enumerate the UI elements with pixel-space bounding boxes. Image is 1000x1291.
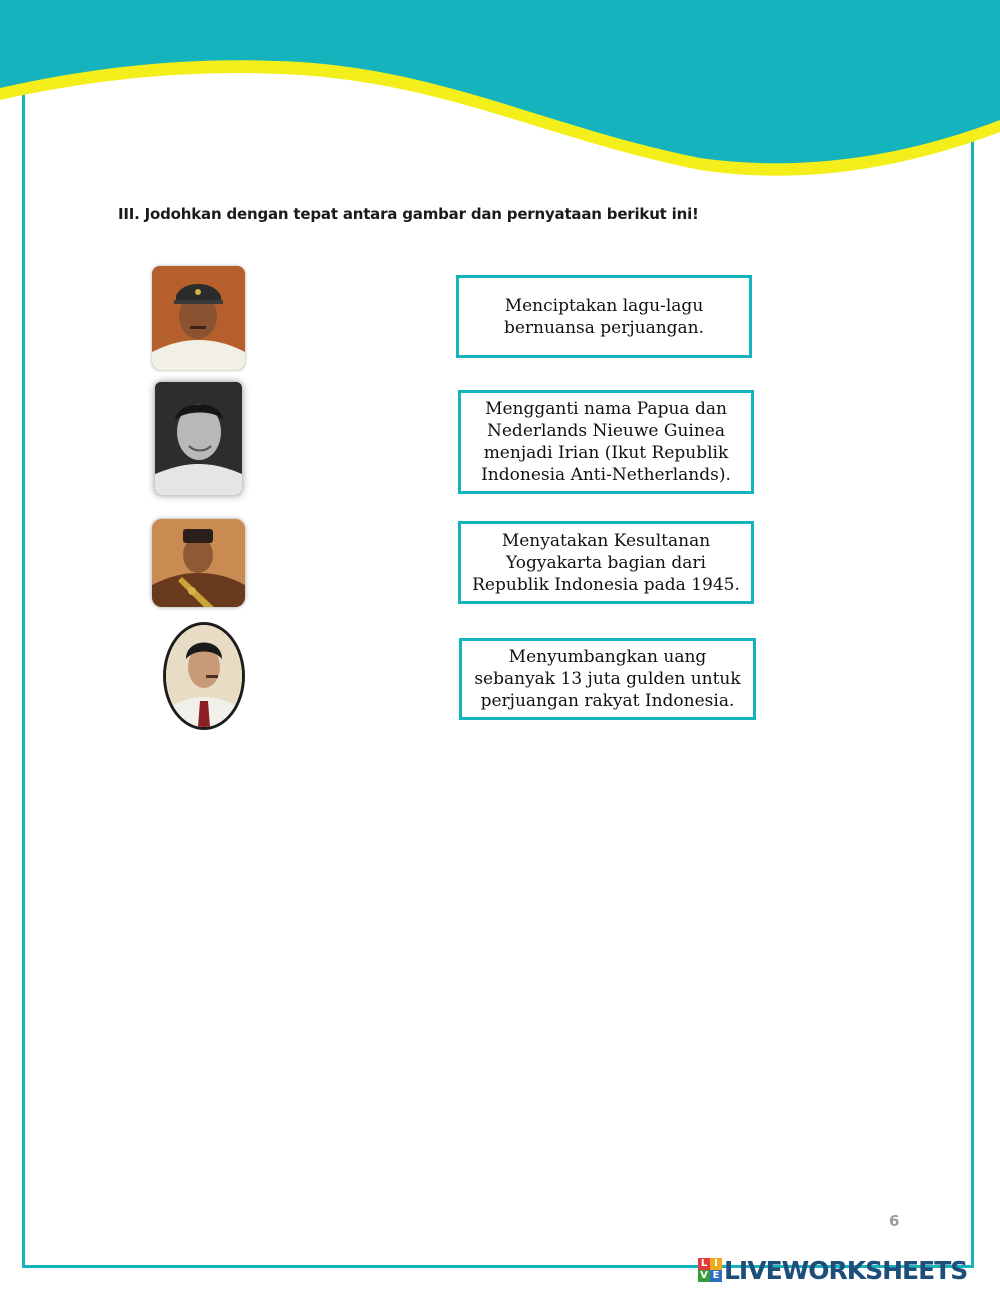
portrait-smiling-man-photo[interactable] (155, 382, 242, 495)
statement-box-4[interactable]: Menyumbangkan uang sebanyak 13 juta gulden untuk perjuangan rakyat Indonesia. (459, 638, 756, 720)
logo-mark-icon (698, 1258, 722, 1282)
logo-mark-letter: I (710, 1258, 722, 1270)
portrait-officer-cap-icon (152, 266, 245, 370)
portrait-smiling-man-icon (155, 382, 242, 495)
page-frame (22, 0, 974, 1268)
instruction-text: III. Jodohkan dengan tepat antara gambar dan pernyataan berikut ini! (118, 205, 699, 223)
header-wave (0, 0, 1000, 190)
statement-box-3[interactable]: Menyatakan Kesultanan Yogyakarta bagian dari Republik Indonesia pada 1945. (458, 521, 754, 604)
portrait-man-with-pipe-photo[interactable] (163, 622, 245, 730)
page-number: 6 (889, 1212, 900, 1230)
logo-mark-letter: V (698, 1270, 710, 1282)
logo-mark-letter: E (710, 1270, 722, 1282)
logo-text: LIVEWORKSHEETS (724, 1255, 968, 1285)
statement-box-1[interactable]: Menciptakan lagu-lagu bernuansa perjuangan. (456, 275, 752, 358)
portrait-sultan-photo[interactable] (152, 519, 245, 607)
portrait-sultan-icon (152, 519, 245, 607)
statement-box-2[interactable]: Mengganti nama Papua dan Nederlands Nieuwe Guinea menjadi Irian (Ikut Republik Indonesia Anti-Netherlands). (458, 390, 754, 494)
portrait-man-with-pipe-icon (166, 625, 242, 727)
liveworksheets-logo[interactable] (698, 1256, 967, 1284)
portrait-officer-cap-photo[interactable] (152, 266, 245, 370)
logo-mark-letter: L (698, 1258, 710, 1270)
